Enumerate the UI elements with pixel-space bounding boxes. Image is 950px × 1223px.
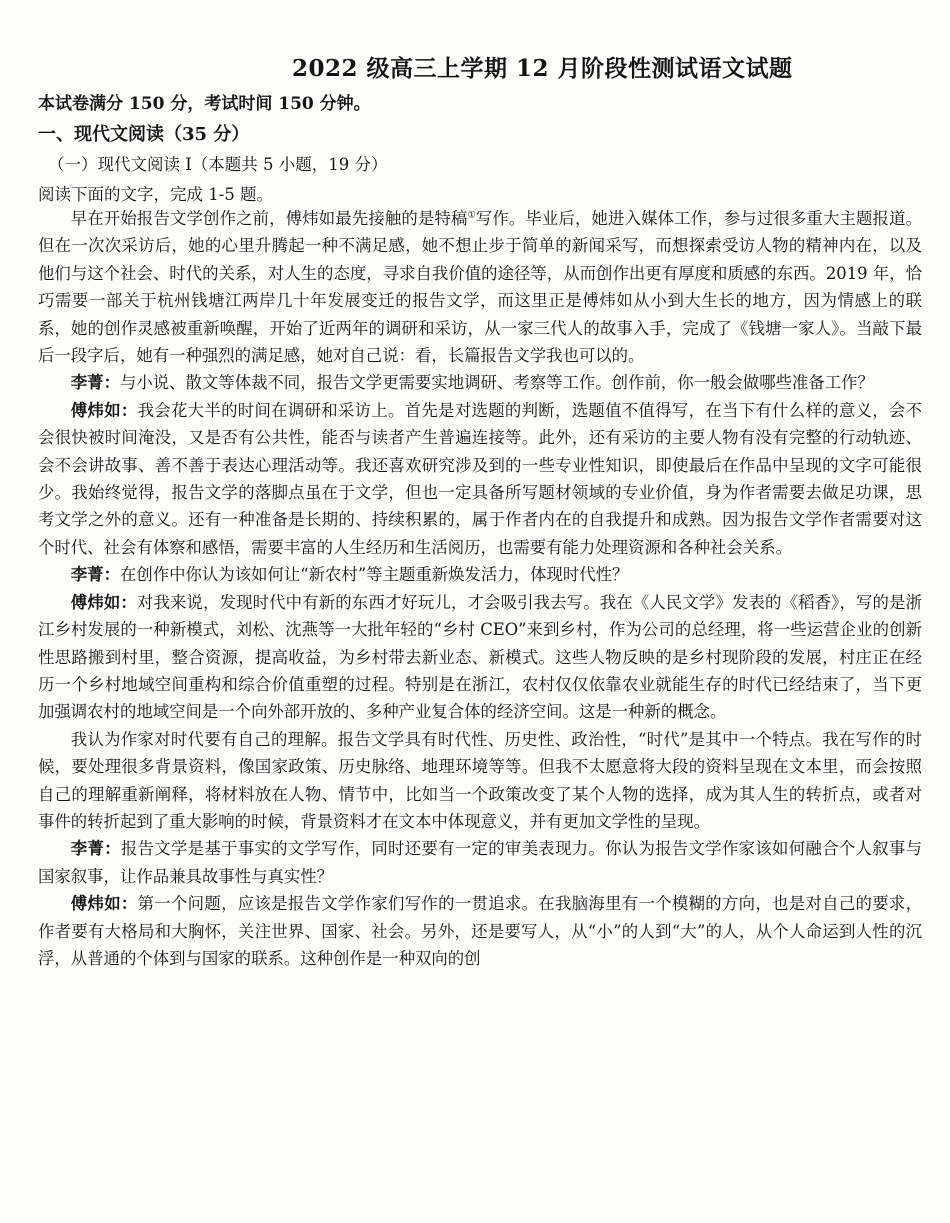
interviewer-label: 李菁： xyxy=(70,839,121,859)
paragraph-text: 早在开始报告文学创作之前，傅炜如最先接触的是特稿 xyxy=(70,209,468,228)
passage-paragraph xyxy=(38,205,922,369)
interview-answer xyxy=(38,397,922,561)
question-text: 与小说、散文等体裁不同，报告文学更需要实地调研、考察等工作。创作前，你一般会做哪些准备工作？ xyxy=(119,373,874,393)
interview-answer xyxy=(38,890,922,972)
exam-notice: 本试卷满分 150 分，考试时间 150 分钟。 xyxy=(38,94,371,114)
interviewee-label: 傅炜如： xyxy=(70,592,137,612)
question-text: 报告文学是基于事实的文学写作，同时还要有一定的审美表现力。你认为报告文学作家该如何融合个人叙事与国家叙事，让作品兼具故事性与真实性？ xyxy=(38,839,923,886)
answer-text: 第一个问题，应该是报告文学作家们写作的一贯追求。在我脑海里有一个模糊的方向，也是对自己的要求，作者要有大格局和大胸怀，关注世界、国家、社会。另外，还是要写人，从“小”的人到“大”的人，从个人命运到人性的沉浮，从普通的个体到与国家的联系。这种创作是一种双向的创 xyxy=(38,894,923,968)
interview-question xyxy=(38,369,922,396)
section-heading: 一、现代文阅读（35 分） xyxy=(38,124,250,145)
footnote-marker: ① xyxy=(467,210,476,221)
exam-title: 2022 级高三上学期 12 月阶段性测试语文试题 xyxy=(292,55,793,82)
reading-passage xyxy=(38,205,922,972)
interview-question xyxy=(38,561,922,588)
subsection-heading: （一）现代文阅读 I（本题共 5 小题，19 分） xyxy=(48,155,388,174)
interviewee-label: 傅炜如： xyxy=(70,400,138,420)
answer-text: 我会花大半的时间在调研和采访上。首先是对选题的判断，选题值不值得写，在当下有什么样的意义，会不会很快被时间淹没，又是否有公共性，能否与读者产生普遍连接等。此外，还有采访的主要人物有没有完整的行动轨迹、会不会讲故事、善不善于表达心理活动等。我还喜欢研究涉及到的一些专业性知识，即使最后在作品中呈现的文字可能很少。我始终觉得，报告文学的落脚点虽在于文学，但也一定具备所写题材领域的专业价值，身为作者需要去做足功课，思考文学之外的意义。还有一种准备是长期的、持续积累的，属于作者内在的自我提升和成熟。因为报告文学作者需要对这个时代、社会有体察和感悟，需要丰富的人生经历和生活阅历，也需要有能力处理资源和各种社会关系。 xyxy=(38,400,923,557)
interview-question xyxy=(38,835,922,890)
paragraph-text: 写作。毕业后，她进入媒体工作，参与过很多重大主题报道。但在一次次采访后，她的心里升腾起一种不满足感，她不想止步于简单的新闻采写，而想探索受访人物的精神内在，以及他们与这个社会、时代的关系，对人生的态度，寻求自我价值的途径等，从而创作出更有厚度和质感的东西。2019 年，恰巧需要一部关于杭州钱塘江两岸几十年发展变迁的报告文学，而这里正是傅炜如从小到大生长的地方，因为情感上的联系，她的创作灵感被重新唤醒，开始了近两年的调研和采访，从一家三代人的故事入手，完成了《钱塘一家人》。当敲下最后一段字后，她有一种强烈的满足感，她对自己说：看，长篇报告文学我也可以的。 xyxy=(38,209,922,366)
interview-answer xyxy=(38,589,922,726)
paragraph-text: 我认为作家对时代要有自己的理解。报告文学具有时代性、历史性、政治性，“时代”是其中一个特点。我在写作的时候，要处理很多背景资料，像国家政策、历史脉络、地理环境等等。但我不太愿意将大段的资料呈现在文本里，而会按照自己的理解重新阐释，将材料放在人物、情节中，比如当一个政策改变了某个人物的选择，成为其人生的转折点，或者对事件的转折起到了重大影响的时候，背景资料才在文本中体现意义，并有更加文学性的呈现。 xyxy=(38,729,922,831)
interviewee-label: 傅炜如： xyxy=(70,894,138,914)
passage-paragraph xyxy=(38,726,922,836)
interviewer-label: 李菁： xyxy=(70,565,120,585)
answer-text: 对我来说，发现时代中有新的东西才好玩儿，才会吸引我去写。我在《人民文学》发表的《稻香》，写的是浙江乡村发展的一种新模式，刘松、沈燕等一大批年轻的“乡村 CEO”来到乡村，作为公司的总经理，将一些运营企业的创新性思路搬到村里，整合资源，提高收益，为乡村带去新业态、新模式。这些人物反映的是乡村现阶段的发展，村庄正在经历一个乡村地域空间重构和综合价值重塑的过程。特别是在浙江，农村仅仅依靠农业就能生存的时代已经结束了，当下更加强调农村的地域空间是一个向外部开放的、多种产业复合体的经济空间。这是一种新的概念。 xyxy=(38,592,922,722)
reading-instruction: 阅读下面的文字，完成 1-5 题。 xyxy=(38,185,274,204)
question-text: 在创作中你认为该如何让“新农村”等主题重新焕发活力，体现时代性？ xyxy=(119,565,629,585)
interviewer-label: 李菁： xyxy=(70,373,120,393)
